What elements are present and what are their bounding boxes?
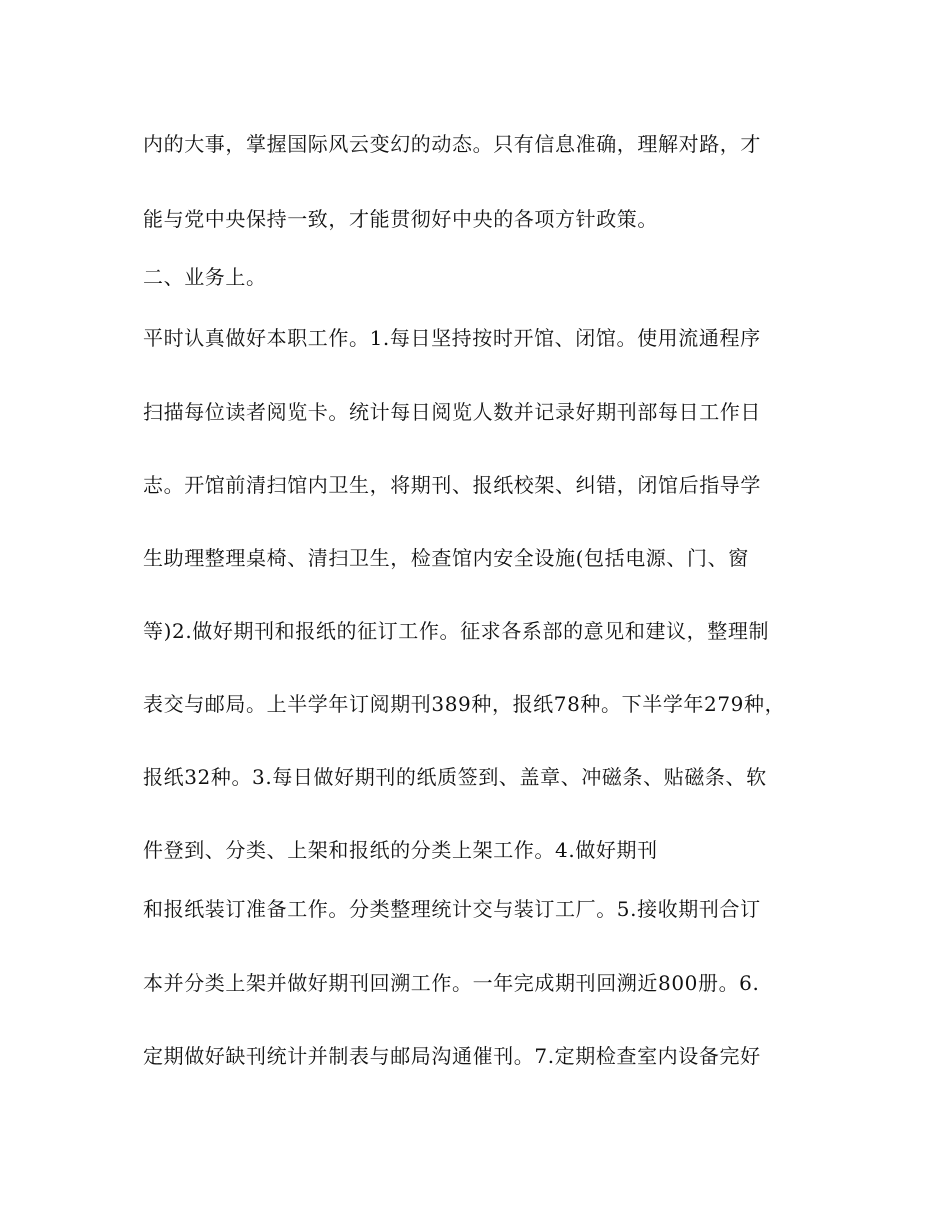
text-line: 生助理整理桌椅、清扫卫生，检查馆内安全设施(包括电源、门、窗 bbox=[143, 546, 749, 570]
text-line: 定期做好缺刊统计并制表与邮局沟通催刊。7.定期检查室内设备完好 bbox=[143, 1044, 761, 1068]
text-line: 扫描每位读者阅览卡。统计每日阅览人数并记录好期刊部每日工作日 bbox=[143, 400, 761, 424]
text-line: 表交与邮局。上半学年订阅期刊389种，报纸78种。下半学年279种， bbox=[143, 692, 786, 716]
text-line: 志。开馆前清扫馆内卫生，将期刊、报纸校架、纠错，闭馆后指导学 bbox=[143, 473, 761, 497]
text-line: 等)2.做好期刊和报纸的征订工作。征求各系部的意见和建议，整理制 bbox=[143, 619, 770, 643]
text-line: 本并分类上架并做好期刊回溯工作。一年完成期刊回溯近800册。6. bbox=[143, 971, 760, 995]
text-line: 内的大事，掌握国际风云变幻的动态。只有信息准确，理解对路，才 bbox=[143, 132, 761, 156]
text-line: 和报纸装订准备工作。分类整理统计交与装订工厂。5.接收期刊合订 bbox=[143, 897, 761, 921]
text-line: 平时认真做好本职工作。1.每日坚持按时开馆、闭馆。使用流通程序 bbox=[143, 326, 761, 350]
section-heading: 二、业务上。 bbox=[143, 265, 267, 289]
text-line: 报纸32种。3.每日做好期刊的纸质签到、盖章、冲磁条、贴磁条、软 bbox=[143, 765, 767, 789]
text-line: 件登到、分类、上架和报纸的分类上架工作。4.做好期刊 bbox=[143, 838, 658, 862]
text-line: 能与党中央保持一致，才能贯彻好中央的各项方针政策。 bbox=[143, 207, 658, 231]
